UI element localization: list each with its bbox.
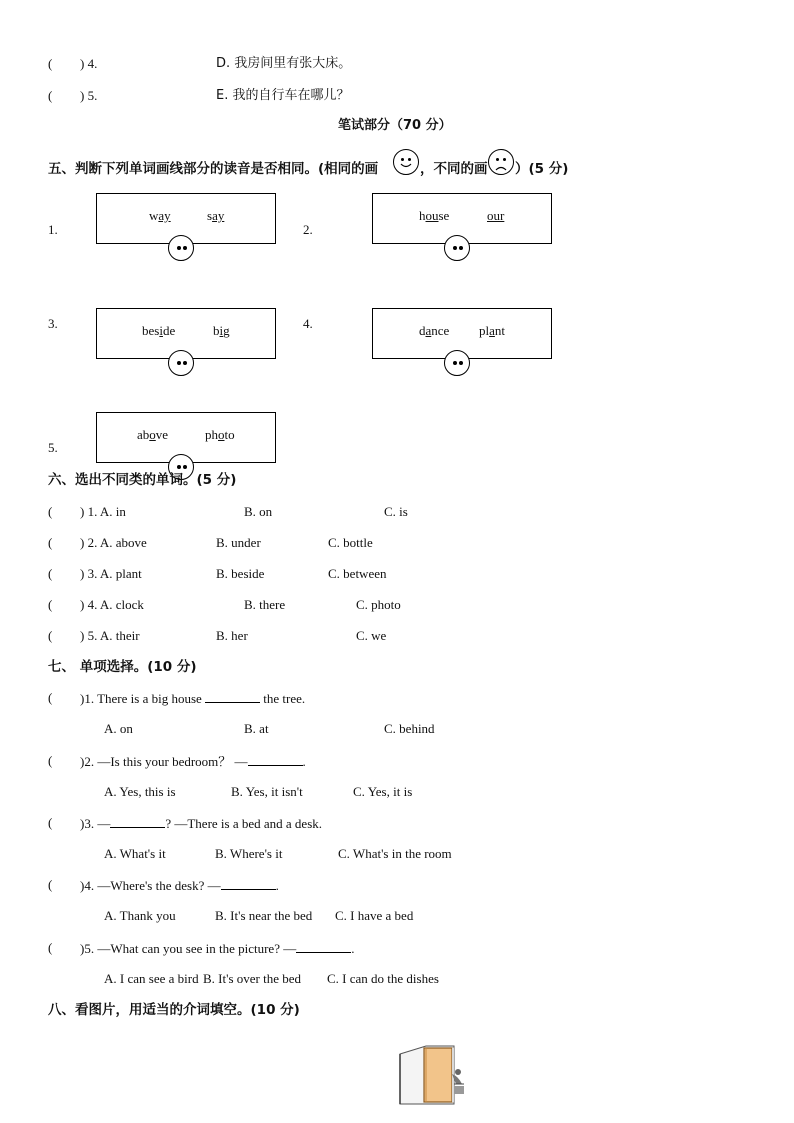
word-part: b bbox=[213, 323, 220, 338]
eye bbox=[183, 246, 187, 250]
word-part: to bbox=[224, 427, 235, 442]
underlined-part: our bbox=[487, 208, 505, 223]
word-part: w bbox=[149, 208, 159, 223]
eye bbox=[177, 361, 181, 365]
word-2 bbox=[205, 427, 235, 443]
written-part-title: 笔试部分（70 分） bbox=[338, 118, 452, 133]
option-c: C. is bbox=[384, 504, 408, 519]
question-stem-end: . bbox=[351, 941, 355, 956]
question-stem-end: ? —There is a bed and a desk. bbox=[165, 816, 323, 831]
word-part: ab bbox=[137, 427, 150, 442]
question-stem: )5. —What can you see in the picture? — bbox=[80, 941, 297, 956]
answer-blank[interactable] bbox=[221, 877, 276, 890]
section-5-title-c: ）(5 分) bbox=[515, 161, 569, 177]
listening-sentence: E. 我的自行车在哪儿？ bbox=[216, 88, 350, 103]
underlined-part: ou bbox=[425, 208, 439, 223]
option-c: C. bottle bbox=[328, 535, 373, 550]
eye bbox=[453, 246, 457, 250]
section-7-title: 七、 单项选择。(10 分) bbox=[48, 659, 197, 675]
answer-face-icon[interactable] bbox=[444, 235, 470, 261]
item-number: 5. bbox=[48, 440, 58, 455]
section-5-title-b: ，不同的画 bbox=[420, 161, 488, 177]
answer-blank[interactable] bbox=[205, 690, 260, 703]
word-part: nt bbox=[494, 323, 506, 338]
word-1 bbox=[149, 208, 171, 224]
question-text bbox=[80, 940, 354, 957]
eye bbox=[453, 361, 457, 365]
question-text bbox=[80, 690, 305, 707]
option-a: A. Thank you bbox=[104, 908, 176, 923]
question-stem: )1. There is a big house bbox=[80, 691, 206, 706]
option-c: C. between bbox=[328, 566, 387, 581]
question-stem: )4. —Where's the desk? — bbox=[80, 878, 221, 893]
word-2 bbox=[487, 208, 504, 224]
answer-blank[interactable] bbox=[296, 940, 351, 953]
option-c: C. Yes, it is bbox=[353, 784, 413, 799]
option-b: B. at bbox=[244, 721, 269, 736]
word-part: nce bbox=[431, 323, 450, 338]
answer-paren: ( bbox=[48, 56, 53, 71]
underlined-part: i bbox=[219, 323, 224, 338]
word-part: s bbox=[207, 208, 213, 223]
eye bbox=[183, 361, 187, 365]
word-part: h bbox=[419, 208, 426, 223]
word-2 bbox=[479, 323, 505, 339]
section-6-title: 六、选出不同类的单词。(5 分) bbox=[48, 472, 237, 488]
answer-paren[interactable]: ( bbox=[48, 877, 53, 892]
question-stem: )3. — bbox=[80, 816, 111, 831]
option-b: B. It's near the bed bbox=[215, 908, 313, 923]
answer-paren: ( bbox=[48, 88, 53, 103]
answer-paren[interactable]: ( bbox=[48, 597, 53, 612]
question-stem: )2. —Is this your bedroom？ — bbox=[80, 754, 248, 769]
question-stem-end: the tree. bbox=[260, 691, 306, 706]
underlined-part: i bbox=[159, 323, 163, 338]
underlined-part: o bbox=[149, 427, 156, 442]
listening-sentence: D. 我房间里有张大床。 bbox=[216, 56, 352, 71]
answer-paren[interactable]: ( bbox=[48, 690, 53, 705]
word-2 bbox=[207, 208, 224, 224]
question-text bbox=[80, 877, 279, 894]
sad-face-icon bbox=[488, 149, 514, 175]
item-number: 2. bbox=[303, 222, 313, 237]
option-b: B. her bbox=[216, 628, 248, 643]
option-a: A. What's it bbox=[104, 846, 166, 861]
option-b: B. Yes, it isn't bbox=[231, 784, 303, 799]
eye bbox=[177, 465, 181, 469]
question-stem-end: . bbox=[302, 754, 306, 769]
smiley-face-icon bbox=[393, 149, 419, 175]
question-stem-end: . bbox=[275, 878, 279, 893]
answer-paren[interactable]: ( bbox=[48, 815, 53, 830]
option-a: ) 3. A. plant bbox=[80, 566, 142, 581]
word-part: ve bbox=[155, 427, 169, 442]
word-part: pl bbox=[479, 323, 490, 338]
option-a: ) 1. A. in bbox=[80, 504, 126, 519]
option-b: B. on bbox=[244, 504, 273, 519]
underlined-part: o bbox=[218, 427, 225, 442]
section-8-title: 八、看图片，用适当的介词填空。(10 分) bbox=[48, 1002, 300, 1018]
option-c: C. behind bbox=[384, 721, 435, 736]
answer-paren[interactable]: ( bbox=[48, 940, 53, 955]
underlined-part: a bbox=[489, 323, 495, 338]
option-c: C. What's in the room bbox=[338, 846, 452, 861]
option-a: ) 5. A. their bbox=[80, 628, 140, 643]
answer-face-icon[interactable] bbox=[444, 350, 470, 376]
word-part: se bbox=[438, 208, 450, 223]
word-part: de bbox=[162, 323, 176, 338]
option-a: ) 4. A. clock bbox=[80, 597, 144, 612]
option-c: C. I can do the dishes bbox=[327, 971, 439, 986]
word-part: bes bbox=[142, 323, 160, 338]
option-a: A. Yes, this is bbox=[104, 784, 176, 799]
section-5-title-a: 五、判断下列单词画线部分的读音是否相同。(相同的画 bbox=[48, 161, 379, 177]
item-number: 1. bbox=[48, 222, 58, 237]
option-b: B. Where's it bbox=[215, 846, 283, 861]
option-b: B. beside bbox=[216, 566, 265, 581]
question-text bbox=[80, 815, 322, 832]
word-part: d bbox=[419, 323, 426, 338]
underlined-part: ay bbox=[158, 208, 171, 223]
word-1 bbox=[419, 323, 449, 339]
word-1 bbox=[419, 208, 449, 224]
answer-blank[interactable] bbox=[248, 753, 303, 766]
word-part: g bbox=[223, 323, 230, 338]
answer-paren[interactable]: ( bbox=[48, 504, 53, 519]
question-number: ) 4. bbox=[80, 56, 98, 71]
word-part: ph bbox=[205, 427, 218, 442]
answer-paren[interactable]: ( bbox=[48, 535, 53, 550]
option-a: A. on bbox=[104, 721, 133, 736]
question-number: ) 5. bbox=[80, 88, 98, 103]
answer-paren[interactable]: ( bbox=[48, 628, 53, 643]
answer-paren[interactable]: ( bbox=[48, 753, 53, 768]
option-b: B. there bbox=[244, 597, 286, 612]
cabinet-picture bbox=[396, 1044, 468, 1108]
option-c: C. photo bbox=[356, 597, 401, 612]
underlined-part: a bbox=[425, 323, 432, 338]
answer-blank[interactable] bbox=[110, 815, 165, 828]
eye bbox=[459, 361, 463, 365]
word-1 bbox=[137, 427, 168, 443]
eye bbox=[459, 246, 463, 250]
option-a: ) 2. A. above bbox=[80, 535, 147, 550]
answer-paren[interactable]: ( bbox=[48, 566, 53, 581]
option-b: B. under bbox=[216, 535, 261, 550]
option-c: C. I have a bed bbox=[335, 908, 414, 923]
answer-face-icon[interactable] bbox=[168, 350, 194, 376]
word-1 bbox=[142, 323, 175, 339]
answer-face-icon[interactable] bbox=[168, 235, 194, 261]
option-b: B. It's over the bed bbox=[203, 971, 302, 986]
item-number: 4. bbox=[303, 316, 313, 331]
option-a: A. I can see a bird bbox=[104, 971, 199, 986]
option-c: C. we bbox=[356, 628, 387, 643]
eye bbox=[183, 465, 187, 469]
item-number: 3. bbox=[48, 316, 58, 331]
eye bbox=[177, 246, 181, 250]
word-2 bbox=[213, 323, 230, 339]
underlined-part: ay bbox=[212, 208, 225, 223]
question-text bbox=[80, 753, 306, 770]
